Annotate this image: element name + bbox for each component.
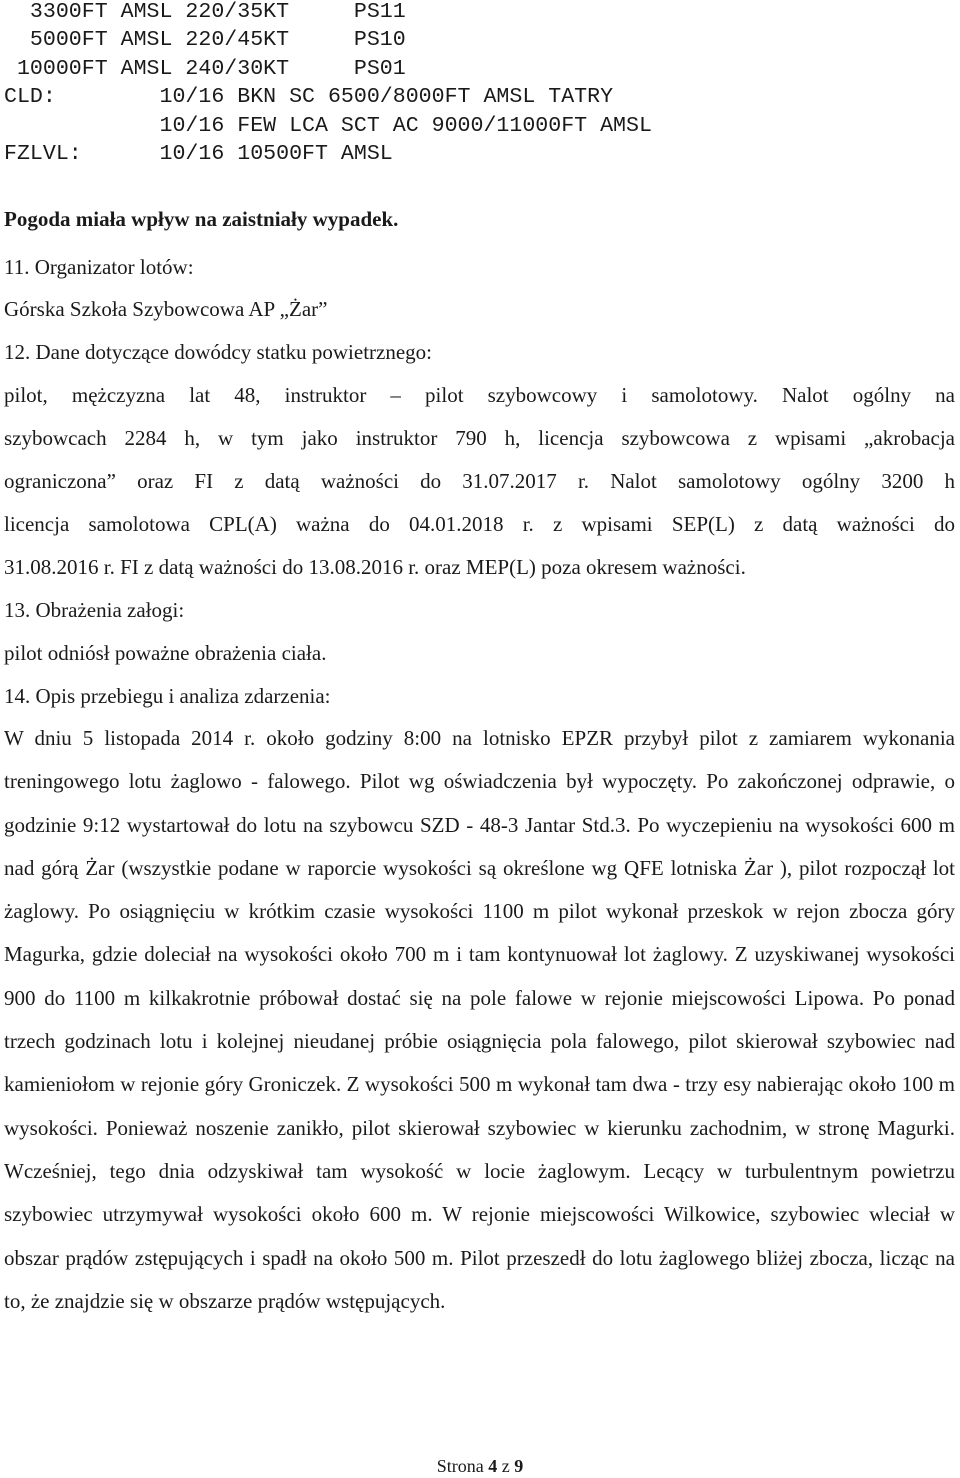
section-13-body: pilot odniósł poważne obrażenia ciała.: [4, 641, 327, 665]
weather-line-1: 3300FT AMSL 220/35KT PS11: [4, 0, 406, 24]
section-11-body: Górska Szkoła Szybowcowa AP „Żar”: [4, 297, 328, 321]
section-12-line-4: licencja samolotowa CPL(A) ważna do 04.01.2018 r. z wpisami SEP(L) z datą ważności do: [4, 512, 955, 536]
footer-prefix: Strona: [436, 1456, 484, 1476]
footer-total-pages: 9: [514, 1456, 524, 1476]
section-12-line-3: ograniczona” oraz FI z datą ważności do 31.07.2017 r. Nalot samolotowy ogólny 3200 h: [4, 469, 955, 493]
weather-line-3: 10000FT AMSL 240/30KT PS01: [4, 57, 406, 81]
weather-line-2: 5000FT AMSL 220/45KT PS10: [4, 28, 406, 52]
weather-line-5: 10/16 FEW LCA SCT AC 9000/11000FT AMSL: [4, 114, 652, 138]
page-footer: [0, 1456, 960, 1477]
section-12-line-2: szybowcach 2284 h, w tym jako instruktor 790 h, licencja szybowcowa z wpisami „akrobacja: [4, 426, 955, 450]
weather-line-4: CLD: 10/16 BKN SC 6500/8000FT AMSL TATRY: [4, 85, 614, 109]
footer-current-page: 4: [488, 1456, 498, 1476]
weather-line-6: FZLVL: 10/16 10500FT AMSL: [4, 142, 393, 166]
section-11-heading: 11. Organizator lotów:: [4, 255, 194, 279]
section-12-line-1: pilot, mężczyzna lat 48, instruktor – pilot szybowcowy i samolotowy. Nalot ogólny na: [4, 383, 955, 407]
section-12-heading: 12. Dane dotyczące dowódcy statku powietrznego:: [4, 340, 433, 364]
section-13-heading: 13. Obrażenia załogi:: [4, 598, 185, 622]
section-14-body: W dniu 5 listopada 2014 r. około godziny 8:00 na lotnisko EPZR przybył pilot z zamiarem wykonania treningowego lotu żaglowo - falowego. Pilot wg oświadczenia był wypoczęty. Po zakończonej odprawie, o godzinie 9:12 wystartował do lotu na szybowcu SZD - 48-3 Jantar Std.3. Po wyczepieniu na wysokości 600 m nad górą Żar (wszystkie podane w raporcie wysokości są określone wg QFE lotniska Żar ), pilot rozpoczął lot żaglowy. Po osiągnięciu w krótkim czasie wysokości 1100 m pilot wykonał przeskok w rejon zbocza góry Magurka, gdzie doleciał na wysokości około 700 m i tam kontynuował lot żaglowy. Z uzyskiwanej wysokości 900 do 1100 m kilkakrotnie próbował dostać się na pole falowe w rejonie miejscowości Lipowa. Po ponad trzech godzinach lotu i kolejnej nieudanej próbie osiągnięcia pola falowego, pilot skierował szybowiec nad kamieniołom w rejonie góry Groniczek. Z wysokości 500 m wykonał tam dwa - trzy esy nabierając około 100 m wysokości. Ponieważ noszenie zanikło, pilot skierował szybowiec w kierunku zachodnim, w stronę Magurki. Wcześniej, tego dnia odzyskiwał tam wysokość w locie żaglowym. Lecący w turbulentnym powietrzu szybowiec utrzymywał wysokości około 600 m. W rejonie miejscowości Wilkowice, szybowiec wleciał w obszar prądów zstępujących i spadł na około 500 m. Pilot przeszedł do lotu żaglowego bliżej zbocza, licząc na to, że znajdzie się w obszarze prądów wstępujących.: [4, 726, 955, 1313]
weather-conclusion: Pogoda miała wpływ na zaistniały wypadek.: [4, 207, 399, 231]
section-14-heading: 14. Opis przebiegu i analiza zdarzenia:: [4, 684, 331, 708]
footer-mid: z: [501, 1456, 510, 1476]
section-12-line-5: 31.08.2016 r. FI z datą ważności do 13.08.2016 r. oraz MEP(L) poza okresem ważności.: [4, 555, 746, 579]
